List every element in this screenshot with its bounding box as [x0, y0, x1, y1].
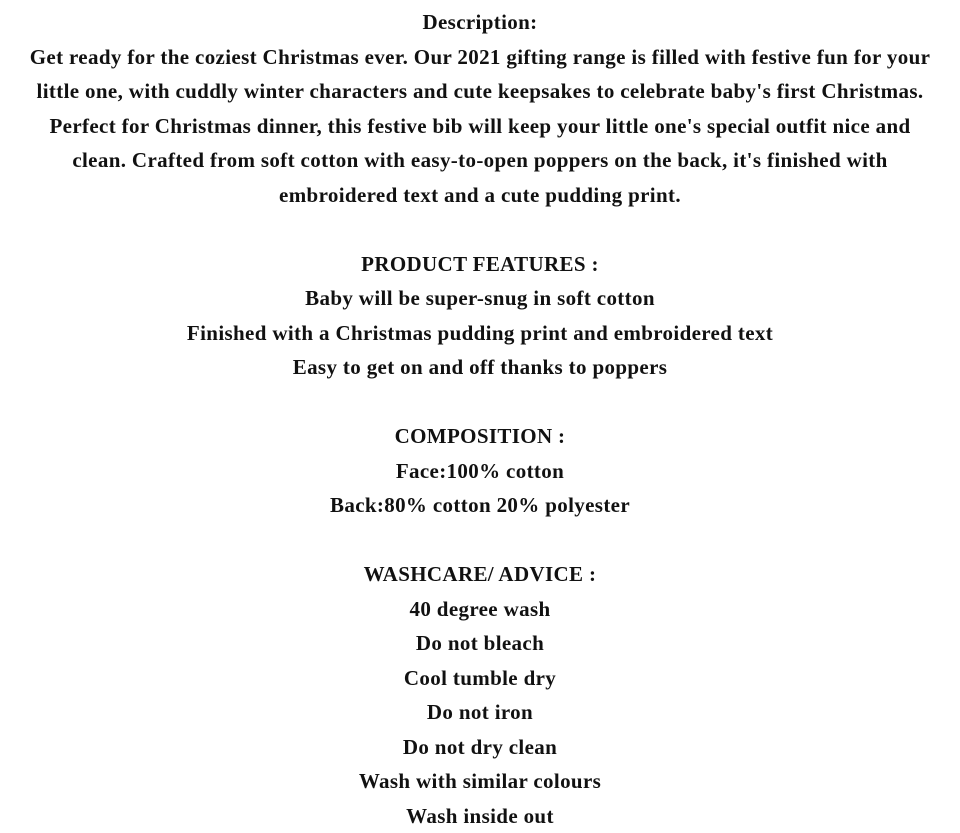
- section-spacer: [25, 212, 935, 247]
- washcare-item: 40 degree wash: [25, 592, 935, 627]
- composition-item: Back:80% cotton 20% polyester: [25, 488, 935, 523]
- washcare-item: Wash with similar colours: [25, 764, 935, 799]
- washcare-item: Cool tumble dry: [25, 661, 935, 696]
- feature-item: Finished with a Christmas pudding print and embroidered text: [25, 316, 935, 351]
- features-heading: PRODUCT FEATURES :: [25, 247, 935, 282]
- composition-heading: COMPOSITION :: [25, 419, 935, 454]
- composition-item: Face:100% cotton: [25, 454, 935, 489]
- feature-item: Baby will be super-snug in soft cotton: [25, 281, 935, 316]
- description-heading: Description:: [25, 5, 935, 40]
- washcare-item: Do not iron: [25, 695, 935, 730]
- washcare-item: Do not dry clean: [25, 730, 935, 765]
- description-body: Get ready for the coziest Christmas ever. Our 2021 gifting range is filled with festive fun for your little one, with cuddly winter characters and cute keepsakes to celebrate baby's first Christmas. Perfect for Christmas dinner, this festive bib will keep your little one's special outfit nice and clean. Crafted from soft cotton with easy-to-open poppers on the back, it's finished with embroidered text and a cute pudding print.: [25, 40, 935, 213]
- section-spacer: [25, 523, 935, 558]
- section-spacer: [25, 385, 935, 420]
- washcare-item: Wash inside out: [25, 799, 935, 833]
- washcare-heading: WASHCARE/ ADVICE :: [25, 557, 935, 592]
- washcare-item: Do not bleach: [25, 626, 935, 661]
- feature-item: Easy to get on and off thanks to poppers: [25, 350, 935, 385]
- product-description: [25, 0, 935, 833]
